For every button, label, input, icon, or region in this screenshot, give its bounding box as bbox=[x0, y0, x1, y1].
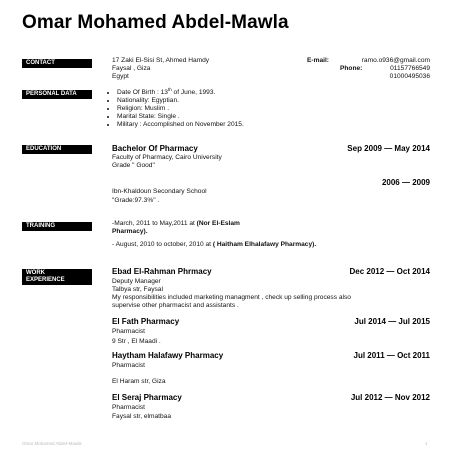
email-label: E-mail: bbox=[307, 57, 329, 64]
school-name: Ibn-Khaldoun Secondary School bbox=[112, 188, 207, 195]
work-dates-2: Jul 2014 — Jul 2015 bbox=[354, 317, 430, 326]
address-line-1: 17 Zaki El-Sisi St, Ahmed Hamdy bbox=[112, 57, 210, 64]
work-title-1: Ebad El-Rahman Phrmacy bbox=[112, 267, 212, 276]
school-dates: 2006 — 2009 bbox=[381, 178, 430, 187]
work-1-line-1: Deputy Manager bbox=[112, 278, 161, 285]
list-item: • Marital State: Single . bbox=[117, 113, 244, 121]
work-dates-4: Jul 2012 — Nov 2012 bbox=[350, 393, 430, 402]
work-2-line-1: Pharmacist bbox=[112, 328, 145, 335]
training-item-2: - August, 2010 to october, 2010 at ( Haitham Elhalafawy Pharmacy). bbox=[112, 241, 317, 248]
list-item: • Military : Accomplished on November 2015. bbox=[117, 121, 244, 129]
section-label-work-experience: WORK EXPERIENCE bbox=[22, 269, 92, 285]
work-title-3: Haytham Halafawy Pharmacy bbox=[112, 351, 224, 360]
work-3-line-2: El Haram str, Giza bbox=[112, 378, 166, 385]
work-2-line-2: 9 Str , El Maadi . bbox=[112, 338, 161, 345]
list-item: • Nationality: Egyptian. bbox=[117, 97, 244, 105]
phone-value-1: 01157766549 bbox=[390, 65, 430, 72]
list-item: • Religion: Muslim . bbox=[117, 105, 244, 113]
work-3-line-1: Pharmacist bbox=[112, 362, 145, 369]
list-item: • Date Of Birth : 13th of June, 1993. bbox=[117, 89, 244, 97]
footer-name: Omar Mohamed Abdel-Mawla bbox=[22, 441, 82, 446]
work-dates-3: Jul 2011 — Oct 2011 bbox=[353, 351, 430, 360]
email-value[interactable]: ramo.o936@gmail.com bbox=[361, 57, 430, 64]
work-1-line-3: My responsibilities included marketing managment , check up selling process also bbox=[112, 294, 351, 301]
school-grade: "Grade:97.3%" . bbox=[112, 197, 160, 204]
training-item-1-cont: Pharmacy). bbox=[112, 228, 148, 235]
page-title: Omar Mohamed Abdel-Mawla bbox=[22, 12, 289, 33]
work-dates-1: Dec 2012 — Oct 2014 bbox=[349, 267, 430, 276]
section-label-contact: CONTACT bbox=[22, 59, 92, 68]
work-4-line-2: Faysal str, elmatbaa bbox=[112, 413, 172, 420]
work-title-2: El Fath Pharmacy bbox=[112, 317, 180, 326]
phone-label: Phone: bbox=[340, 65, 363, 72]
section-label-personal-data: PERSONAL DATA bbox=[22, 90, 92, 99]
work-1-line-4: supervise other pharmacist and assistants . bbox=[112, 302, 239, 309]
page-number: 1 bbox=[425, 441, 428, 446]
work-4-line-1: Pharmacist bbox=[112, 404, 145, 411]
training-item-1: -March, 2011 to May,2011 at (Nor El-Eslam bbox=[112, 220, 240, 227]
education-degree-dates: Sep 2009 — May 2014 bbox=[347, 144, 430, 153]
work-1-line-2: Talbya str, Faysal bbox=[112, 286, 163, 293]
phone-value-2: 01000495036 bbox=[389, 73, 430, 80]
work-title-4: El Seraj Pharmacy bbox=[112, 393, 182, 402]
education-faculty: Faculty of Pharmacy, Cairo University bbox=[112, 154, 222, 161]
section-label-training: TRAINING bbox=[22, 222, 92, 231]
personal-data-list bbox=[107, 86, 244, 129]
education-degree: Bachelor Of Pharmacy bbox=[112, 144, 198, 153]
address-line-2: Faysal , Giza bbox=[112, 65, 151, 72]
education-grade: Grade " Good" bbox=[112, 162, 155, 169]
address-line-3: Egypt bbox=[112, 73, 129, 80]
section-label-education: EDUCATION bbox=[22, 145, 92, 154]
